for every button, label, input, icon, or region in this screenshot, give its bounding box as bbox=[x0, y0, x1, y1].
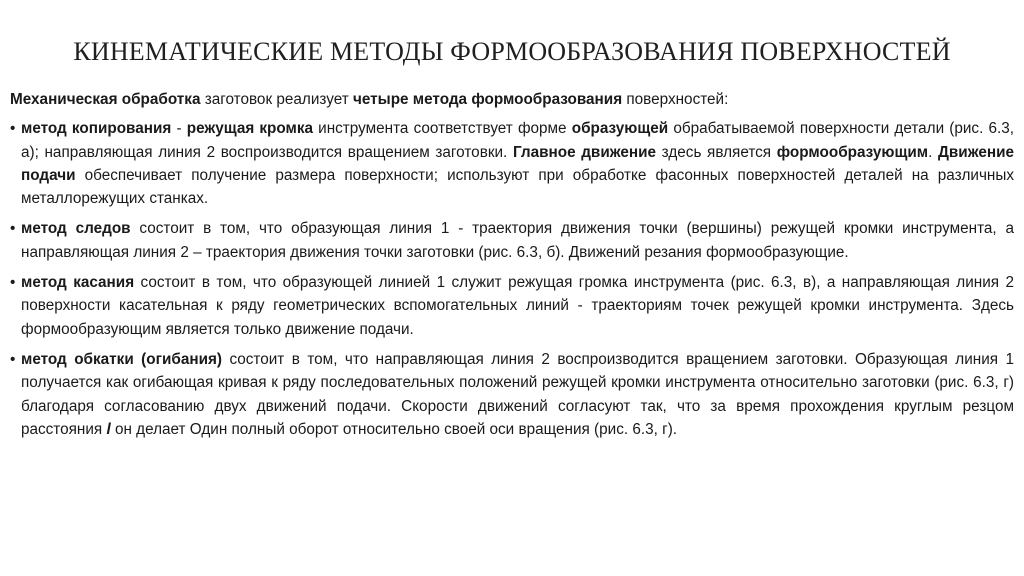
bold-term: образующей bbox=[571, 120, 669, 138]
body-text: обеспечивает получение размера поверхности; используют при обработке фасонных поверхностей деталей на различных металлорежущих станках. bbox=[21, 166, 1014, 208]
bold-term: Главное движение bbox=[512, 143, 657, 161]
italic-variable: l bbox=[106, 420, 111, 438]
slide-body bbox=[10, 88, 1014, 448]
body-text: инструмента соответствует форме bbox=[313, 120, 572, 138]
bold-term: метод следов bbox=[21, 220, 131, 238]
body-text: состоит в том, что образующая линия 1 - траектория движения точки (вершины) режущей кромки инструмента, а направляющая линия 2 – траектория движения точки заготовки (рис. 6.3, б). Движений резания формообразующие. bbox=[21, 220, 1014, 261]
bullet-icon: • bbox=[10, 120, 16, 138]
bullet-icon: • bbox=[10, 274, 16, 292]
body-text: здесь является bbox=[656, 143, 777, 161]
bold-term: режущая кромка bbox=[186, 120, 314, 138]
body-text: состоит в том, что направляющая линия 2 воспроизводится вращением заготовки. Образующая линия 1 получается как огибающая кривая к ряду последовательных положений режущей кромки инструмента относительно заготовки (рис. 6.3, г) благодаря согласованию двух движений подачи. Скорости движений согласуют так, что за время прохождения круглым резцом расстояния bbox=[21, 350, 1014, 438]
bold-term: формообразующим bbox=[776, 143, 929, 161]
method-item-traces bbox=[10, 217, 1014, 264]
slide-title: КИНЕМАТИЧЕСКИЕ МЕТОДЫ ФОРМООБРАЗОВАНИЯ ПОВЕРХНОСТЕЙ bbox=[73, 37, 951, 66]
method-item-copying bbox=[10, 117, 1014, 210]
intro-paragraph bbox=[10, 88, 1014, 111]
bold-term: Движение подачи bbox=[21, 143, 1015, 184]
intro-text: заготовок реализует bbox=[200, 91, 353, 108]
methods-list bbox=[10, 117, 1014, 441]
intro-bold-term: Механическая обработка bbox=[10, 91, 201, 108]
bullet-icon: • bbox=[10, 220, 16, 238]
method-item-rolling bbox=[10, 348, 1014, 441]
body-text: обрабатываемой поверхности детали (рис. 6.3, а); направляющая линия 2 воспроизводится вращением заготовки. bbox=[21, 120, 1014, 161]
method-item-tangency bbox=[10, 271, 1014, 341]
body-text: он делает Один полный оборот относительно своей оси вращения (рис. 6.3, г). bbox=[110, 420, 678, 438]
body-text: . bbox=[928, 143, 938, 161]
bold-term: метод касания bbox=[21, 274, 135, 292]
body-text: состоит в том, что образующей линией 1 служит режущая громка инструмента (рис. 6.3, в), а направляющая линия 2 поверхности касательная к ряду геометрических вспомогательных линий - траекториям точек режущей кромки инструмента. Здесь формообразующим является только движение подачи. bbox=[21, 274, 1014, 338]
intro-bold-term: четыре метода формообразования bbox=[352, 91, 623, 108]
body-text: - bbox=[171, 120, 187, 138]
intro-text: поверхностей: bbox=[622, 91, 729, 108]
bold-term: метод копирования bbox=[21, 120, 172, 138]
bold-term: метод обкатки (огибания) bbox=[21, 350, 222, 368]
bullet-icon: • bbox=[10, 350, 16, 368]
